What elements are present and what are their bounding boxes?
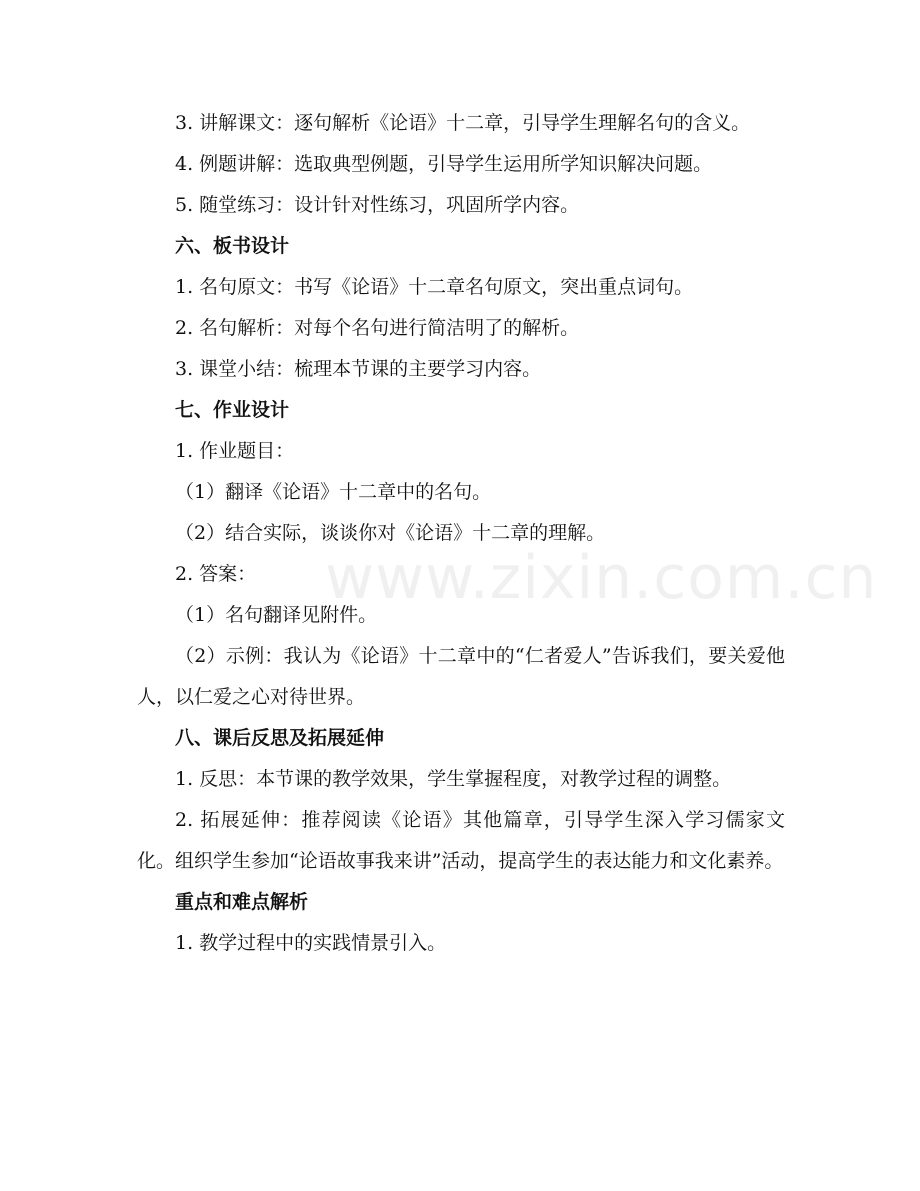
key-point-item-1: 1. 教学过程中的实践情景引入。 (175, 932, 447, 954)
board-item-2: 2. 名句解析：对每个名句进行简洁明了的解析。 (175, 317, 580, 339)
homework-item-1: 1. 作业题目： (175, 440, 295, 462)
homework-subitem-1: （1）翻译《论语》十二章中的名句。 (175, 481, 492, 503)
homework-subitem-2: （2）结合实际，谈谈你对《论语》十二章的理解。 (175, 522, 606, 544)
section-heading-homework: 七、作业设计 (175, 399, 290, 421)
section-heading-board-design: 六、板书设计 (175, 235, 290, 257)
paragraph-step-5: 5. 随堂练习：设计针对性练习，巩固所学内容。 (175, 194, 580, 216)
section-heading-key-points: 重点和难点解析 (175, 891, 309, 913)
paragraph-step-3: 3. 讲解课文：逐句解析《论语》十二章，引导学生理解名句的含义。 (175, 112, 751, 134)
document-body (137, 103, 785, 964)
reflection-item-1: 1. 反思：本节课的教学效果，学生掌握程度，对教学过程的调整。 (175, 768, 732, 790)
watermark: www.zixin.com.cn (325, 543, 878, 613)
board-item-3: 3. 课堂小结：梳理本节课的主要学习内容。 (175, 358, 542, 380)
section-heading-reflection: 八、课后反思及拓展延伸 (175, 727, 385, 749)
paragraph-step-4: 4. 例题讲解：选取典型例题，引导学生运用所学知识解决问题。 (175, 153, 713, 175)
board-item-1: 1. 名句原文：书写《论语》十二章名句原文，突出重点词句。 (175, 276, 694, 298)
answer-subitem-2: （2）示例：我认为《论语》十二章中的“仁者爱人”告诉我们，要关爱他人，以仁爱之心对待世界。 (137, 645, 785, 708)
reflection-item-2: 2. 拓展延伸：推荐阅读《论语》其他篇章，引导学生深入学习儒家文化。组织学生参加“论语故事我来讲”活动，提高学生的表达能力和文化素养。 (137, 809, 785, 872)
answer-subitem-1: （1）名句翻译见附件。 (175, 604, 378, 626)
answer-item: 2. 答案： (175, 563, 257, 585)
